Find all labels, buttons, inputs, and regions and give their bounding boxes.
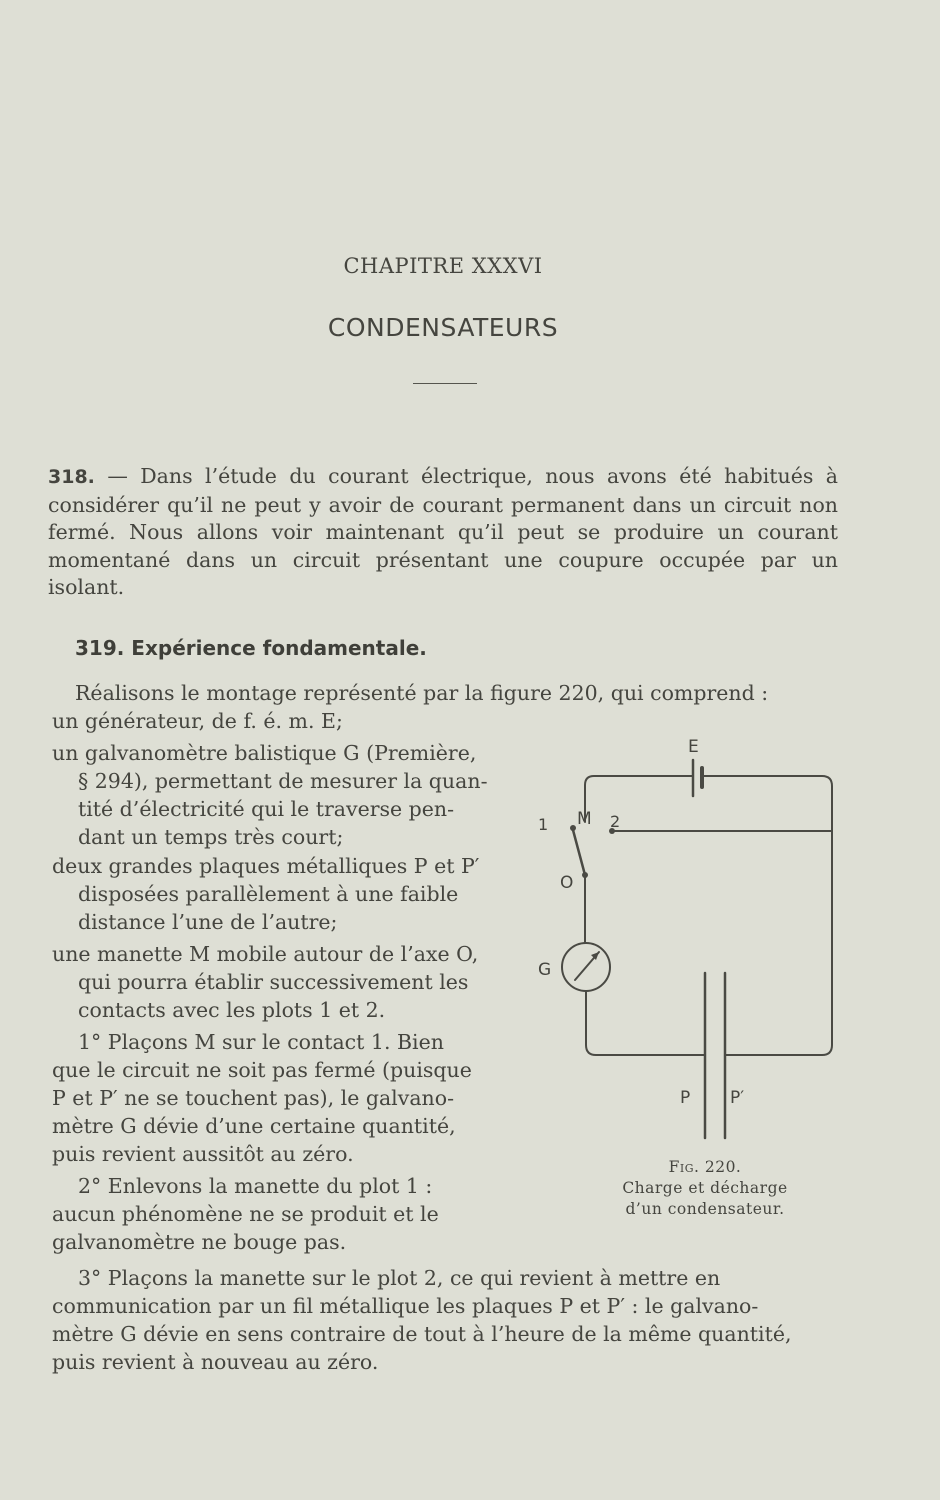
figure-caption: [590, 1157, 820, 1220]
text-line: puis revient aussitôt au zéro.: [52, 1142, 354, 1166]
label-e: E: [688, 737, 699, 757]
text-line: que le circuit ne soit pas fermé (puisque: [52, 1058, 472, 1082]
label-2: 2: [610, 812, 621, 831]
section-heading-319: 319. Expérience fondamentale.: [75, 636, 427, 660]
text-line: puis revient à nouveau au zéro.: [52, 1350, 379, 1374]
text-line: galvanomètre ne bouge pas.: [52, 1230, 347, 1254]
circuit-diagram: [530, 730, 850, 1160]
paragraph-318: [48, 463, 838, 602]
text-line: un générateur, de f. é. m. E;: [52, 709, 343, 733]
text-line: une manette M mobile autour de l’axe O,: [52, 942, 479, 966]
text-line: disposées parallèlement à une faible: [78, 882, 459, 906]
text-line: P et P′ ne se touchent pas), le galvano-: [52, 1086, 455, 1110]
text-line: contacts avec les plots 1 et 2.: [78, 998, 386, 1022]
chapter-number: CHAPITRE XXXVI: [343, 254, 543, 278]
text-line: dant un temps très court;: [78, 825, 344, 849]
label-o: O: [560, 873, 574, 893]
text-line: tité d’électricité qui le traverse pen-: [78, 797, 455, 821]
caption-line-2: d’un condensateur.: [625, 1200, 785, 1218]
text-line: communication par un fil métallique les plaques P et P′ : le galvano-: [52, 1294, 759, 1318]
text-line: mètre G dévie d’une certaine quantité,: [52, 1114, 456, 1138]
label-p: P: [680, 1088, 691, 1108]
switch-handle: [573, 830, 585, 875]
pivot-o: [582, 872, 588, 878]
text-line: 2° Enlevons la manette du plot 1 :: [78, 1174, 433, 1198]
bottom-left-wire: [586, 991, 705, 1055]
text-line: § 294), permettant de mesurer la quan-: [78, 769, 488, 793]
label-g: G: [538, 960, 552, 980]
caption-line-1: Charge et décharge: [622, 1179, 788, 1197]
section-number-318: 318.: [48, 466, 95, 488]
right-wire: [704, 776, 832, 1055]
text-line: deux grandes plaques métalliques P et P′: [52, 854, 480, 878]
text-line: aucun phénomène ne se produit et le: [52, 1202, 439, 1226]
figure-number: Fig. 220.: [668, 1158, 742, 1176]
title-divider: [413, 383, 477, 384]
label-1: 1: [538, 815, 549, 834]
text-line: 1° Plaçons M sur le contact 1. Bien: [78, 1030, 444, 1054]
top-left-wire: [585, 776, 692, 822]
label-m: M: [577, 809, 592, 829]
text-line: un galvanomètre balistique G (Première,: [52, 741, 477, 765]
text-line: mètre G dévie en sens contraire de tout à l’heure de la même quantité,: [52, 1322, 792, 1346]
stud-1: [570, 825, 576, 831]
text-line: distance l’une de l’autre;: [78, 910, 338, 934]
text-line: Réalisons le montage représenté par la figure 220, qui comprend :: [75, 681, 769, 705]
text-line: qui pourra établir successivement les: [78, 970, 469, 994]
paragraph-318-text: — Dans l’étude du courant électrique, nous avons été habitués à considérer qu’il ne peut y avoir de courant permanent dans un circuit non fermé. Nous allons voir maintenant qu’il peut se produire un courant momentané dans un circuit présentant une coupure occupée par un isolant.: [48, 464, 838, 599]
label-p-prime: P′: [730, 1088, 745, 1108]
chapter-title: CONDENSATEURS: [327, 313, 559, 342]
text-line: 3° Plaçons la manette sur le plot 2, ce qui revient à mettre en: [78, 1266, 721, 1290]
